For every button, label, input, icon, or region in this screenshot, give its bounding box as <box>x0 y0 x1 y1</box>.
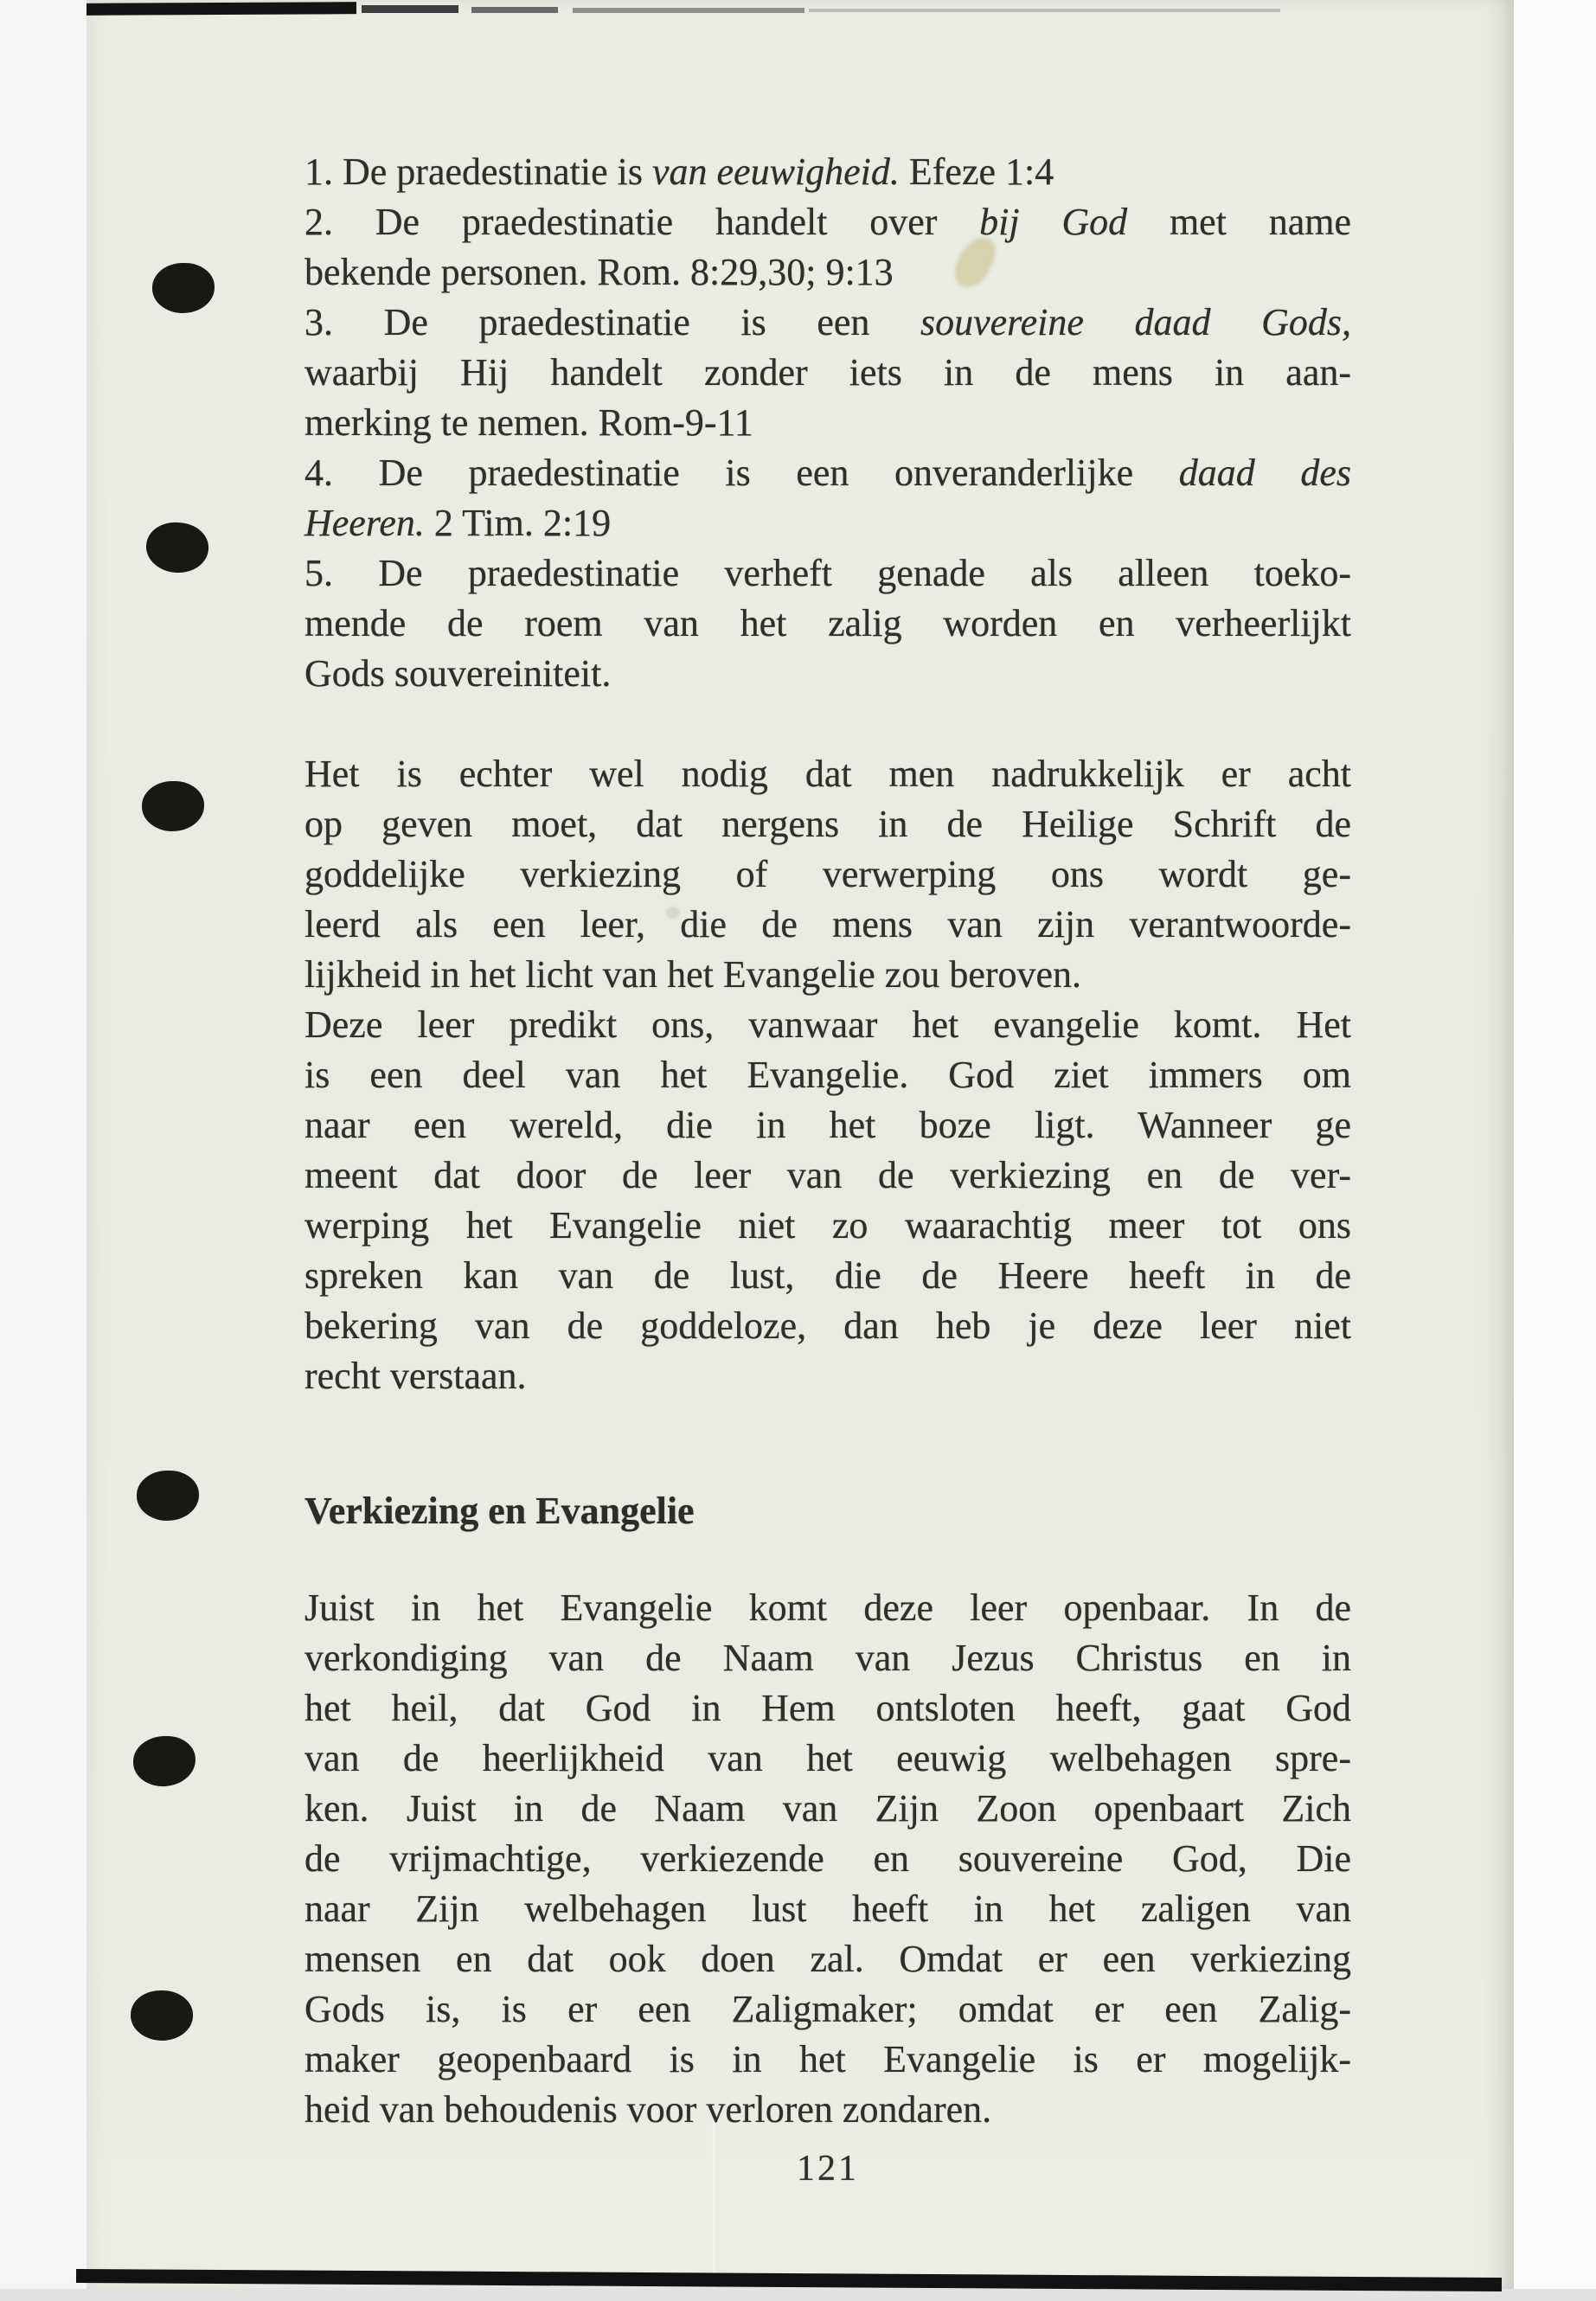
text-line: waarbij Hij handelt zonder iets in de mens in aan- <box>304 351 1351 394</box>
scan-edge-artifact <box>362 5 458 13</box>
scanner-background-bottom <box>0 2289 1596 2301</box>
scan-edge-artifact <box>809 9 1280 12</box>
punch-hole <box>152 263 215 313</box>
text-line: merking te nemen. Rom-9-11 <box>304 401 753 444</box>
text-line: mende de roem van het zalig worden en verheerlijkt <box>304 602 1351 644</box>
text-line: 5. De praedestinatie verheft genade als alleen toeko- <box>304 552 1351 594</box>
text-line: naar Zijn welbehagen lust heeft in het zaligen van <box>304 1888 1351 1930</box>
scanner-background-strip <box>0 0 87 2301</box>
text-line: mensen en dat ook doen zal. Omdat er een verkiezing <box>304 1938 1351 1980</box>
text-line: is een deel van het Evangelie. God ziet immers om <box>304 1054 1351 1096</box>
text-line: verkondiging van de Naam van Jezus Christus en in <box>304 1637 1351 1679</box>
scan-edge-artifact <box>471 7 558 13</box>
text-line: naar een wereld, die in het boze ligt. Wanneer ge <box>304 1104 1351 1146</box>
page-number: 121 <box>797 2149 859 2189</box>
text-line: Gods souvereiniteit. <box>304 652 612 695</box>
text-line: leerd als een leer, die de mens van zijn verantwoorde- <box>304 903 1351 945</box>
text-line: 4. De praedestinatie is een onveranderlijke daad des <box>304 452 1351 494</box>
text-line: van de heerlijkheid van het eeuwig welbehagen spre- <box>304 1737 1351 1779</box>
body-paragraph <box>304 1583 1351 2135</box>
text-line: recht verstaan. <box>304 1355 527 1397</box>
text-line: lijkheid in het licht van het Evangelie zou beroven. <box>304 953 1082 996</box>
body-paragraph <box>304 749 1351 1401</box>
text-line: 1. De praedestinatie is van eeuwigheid. Efeze 1:4 <box>304 151 1054 193</box>
numbered-list-paragraph <box>304 147 1351 699</box>
text-line: op geven moet, dat nergens in de Heilige Schrift de <box>304 803 1351 845</box>
text-line: heid van behoudenis voor verloren zondaren. <box>304 2088 992 2131</box>
text-line: Heeren. 2 Tim. 2:19 <box>304 502 612 544</box>
text-line: 3. De praedestinatie is een souvereine daad Gods, <box>304 301 1351 343</box>
text-line: ken. Juist in de Naam van Zijn Zoon openbaart Zich <box>304 1787 1351 1830</box>
scan-edge-artifact <box>87 2 356 16</box>
text-line: meent dat door de leer van de verkiezing en de ver- <box>304 1154 1351 1196</box>
text-line: Gods is, is er een Zaligmaker; omdat er een Zalig- <box>304 1988 1351 2030</box>
text-line: 2. De praedestinatie handelt over bij God met name <box>304 201 1351 243</box>
section-heading: Verkiezing en Evangelie <box>304 1490 695 1532</box>
text-line: Juist in het Evangelie komt deze leer openbaar. In de <box>304 1586 1351 1629</box>
paper-crease <box>713 2111 715 2288</box>
text-line: Het is echter wel nodig dat men nadrukkelijk er acht <box>304 753 1351 795</box>
punch-hole <box>142 781 204 831</box>
text-line: goddelijke verkiezing of verwerping ons wordt ge- <box>304 853 1351 895</box>
scan-edge-artifact <box>573 8 804 13</box>
text-line: werping het Evangelie niet zo waarachtig meer tot ons <box>304 1204 1351 1247</box>
text-line: maker geopenbaard is in het Evangelie is er mogelijk- <box>304 2038 1351 2080</box>
text-line: Deze leer predikt ons, vanwaar het evangelie komt. Het <box>304 1003 1351 1046</box>
text-line: bekering van de goddeloze, dan heb je deze leer niet <box>304 1304 1351 1347</box>
text-line: het heil, dat God in Hem ontsloten heeft, gaat God <box>304 1687 1351 1729</box>
text-line: de vrijmachtige, verkiezende en souvereine God, Die <box>304 1837 1351 1880</box>
punch-hole <box>137 1471 199 1521</box>
text-line: spreken kan van de lust, die de Heere heeft in de <box>304 1254 1351 1297</box>
text-line: bekende personen. Rom. 8:29,30; 9:13 <box>304 251 894 293</box>
